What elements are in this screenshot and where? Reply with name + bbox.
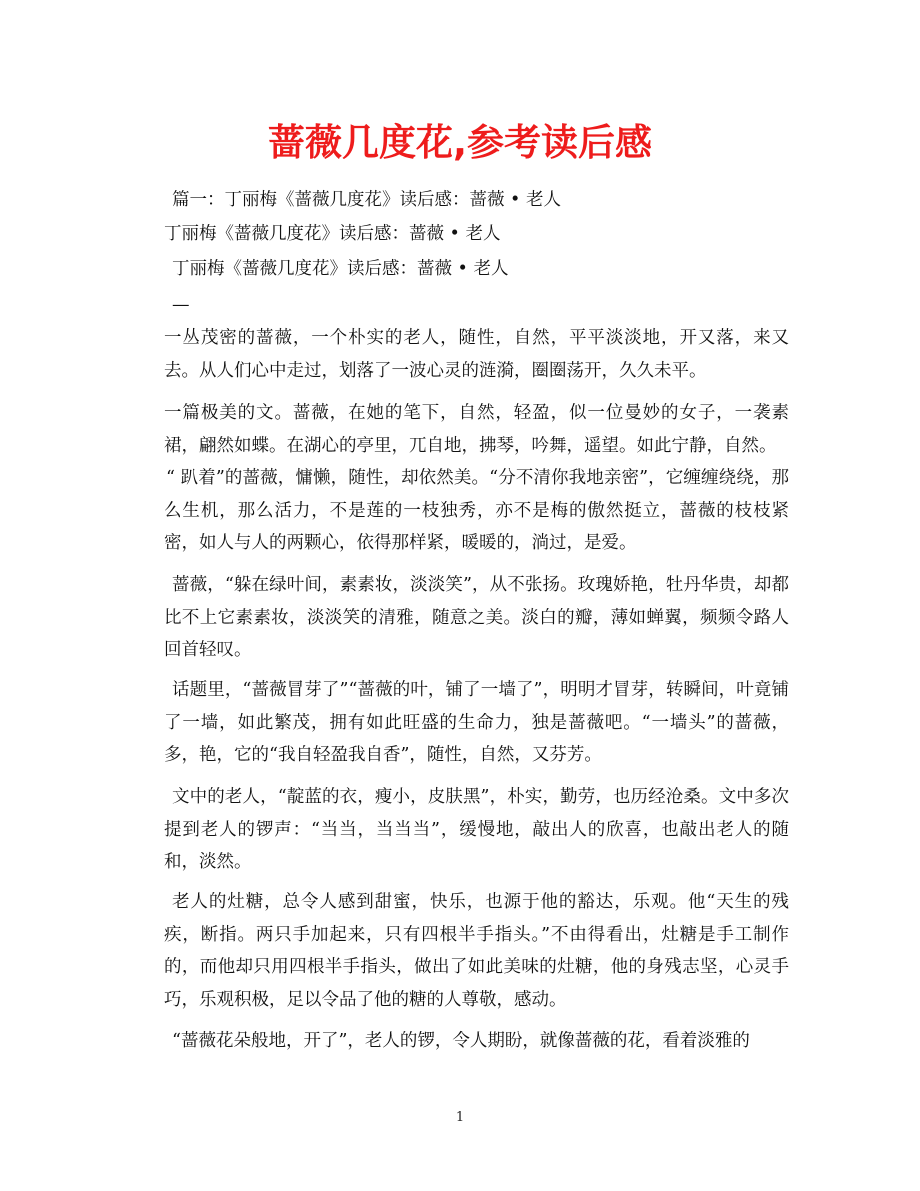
header-line-1: 篇一：丁丽梅《蔷薇几度花》读后感：蔷薇 • 老人 [172,190,561,210]
paragraph-6: 文中的老人，“靛蓝的衣，瘦小，皮肤黑”，朴实，勤劳，也历经沧桑。文中多次提到老人的锣声：“当当，当当当”，缓慢地，敲出人的欣喜，也敲出老人的随和，淡然。 [164,787,789,872]
paragraph-8: “蔷薇花朵般地，开了”，老人的锣，令人期盼，就像蔷薇的花，看着淡雅的 [172,1031,750,1051]
document-title: 蔷薇几度花,参考读后感 [267,121,653,164]
paragraph-2: 一篇极美的文。蔷薇，在她的笔下，自然，轻盈，似一位曼妙的女子，一袭素裙，翩然如蝶。在湖心的亭里，兀自地，拂琴，吟舞，遥望。如此宁静，自然。 [164,403,789,456]
paragraph-5: 话题里，“蔷薇冒芽了”“蔷薇的叶，铺了一墙了”，明明才冒芽，转瞬间，叶竟铺了一墙，如此繁茂，拥有如此旺盛的生命力，独是蔷薇吧。“一墙头”的蔷薇，多，艳，它的“我自轻盈我自香”，随性，自然，又芬芳。 [164,680,789,765]
paragraph-1: 一丛茂密的蔷薇，一个朴实的老人，随性，自然，平平淡淡地，开又落，来又去。从人们心中走过，划落了一波心灵的涟漪，圈圈荡开，久久未平。 [164,328,789,381]
page-number: 1 [455,1110,465,1125]
header-line-3: 丁丽梅《蔷薇几度花》读后感：蔷薇 • 老人 [172,259,509,279]
paragraph-4: 蔷薇，“躲在绿叶间，素素妆，淡淡笑”，从不张扬。玫瑰娇艳，牡丹华贵，却都比不上它素素妆，淡淡笑的清雅，随意之美。淡白的瓣，薄如蝉翼，频频令路人回首轻叹。 [164,575,789,660]
header-line-2: 丁丽梅《蔷薇几度花》读后感：蔷薇 • 老人 [164,224,501,244]
dash-line: — [172,295,190,315]
paragraph-7: 老人的灶糖，总令人感到甜蜜，快乐，也源于他的豁达，乐观。他“天生的残疾，断指。两只手加起来，只有四根半手指头。”不由得看出，灶糖是手工制作的，而他却只用四根半手指头，做出了如此美味的灶糖，他的身残志坚，心灵手巧，乐观积极，足以令品了他的糖的人尊敬，感动。 [164,892,789,1010]
paragraph-3: “ 趴着”的蔷薇，慵懒，随性，却依然美。“分不清你我地亲密”，它缠缠绕绕，那么生机，那么活力，不是莲的一枝独秀，亦不是梅的傲然挺立，蔷薇的枝枝紧密，如人与人的两颗心，依得那样紧，暖暖的，淌过，是爱。 [164,468,789,553]
